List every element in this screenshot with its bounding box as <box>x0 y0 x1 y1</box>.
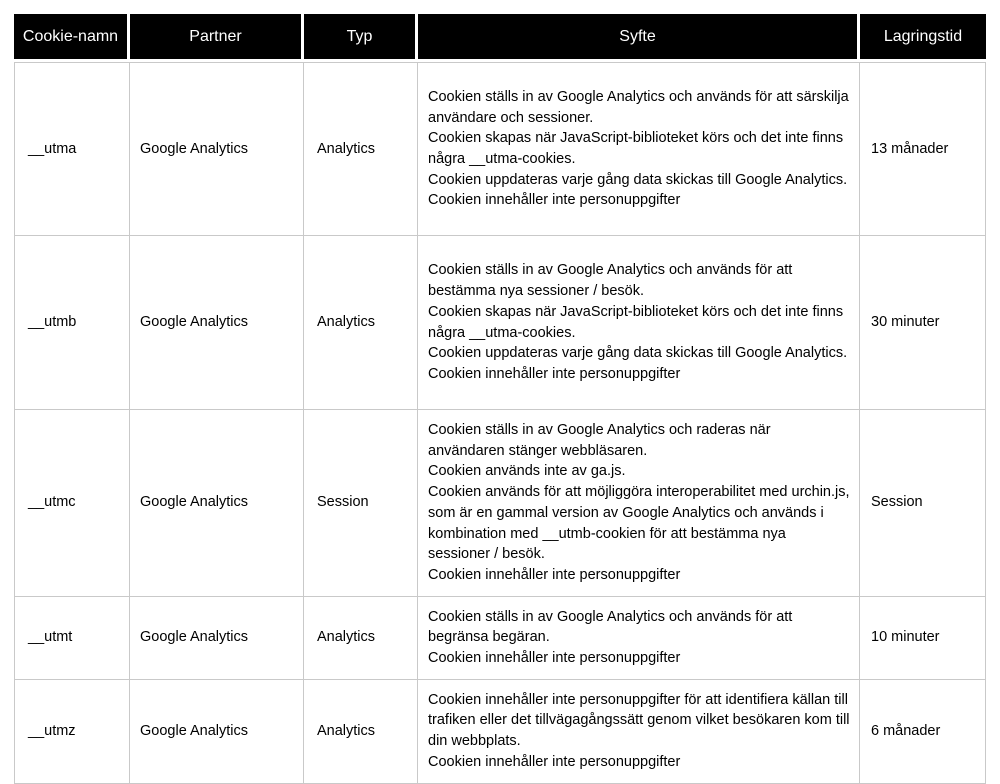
syfte-paragraph: Cookien ställs in av Google Analytics och används för att bestämma nya sessioner / besök. <box>428 262 793 300</box>
syfte-cell <box>418 597 860 680</box>
typ-cell: Analytics <box>304 62 418 236</box>
cookie-name-cell: __utmc <box>14 410 130 597</box>
syfte-paragraph: Cookien ställs in av Google Analytics och används för att begränsa begäran. <box>428 608 793 646</box>
lagringstid-cell: Session <box>860 410 986 597</box>
partner-cell: Google Analytics <box>130 680 304 784</box>
column-header-lagringstid: Lagringstid <box>860 14 986 62</box>
header-row <box>14 14 986 62</box>
typ-cell: Analytics <box>304 680 418 784</box>
syfte-paragraph: Cookien uppdateras varje gång data skickas till Google Analytics. <box>428 171 848 188</box>
table-row <box>14 62 986 236</box>
lagringstid-cell: 13 månader <box>860 62 986 236</box>
column-header-typ: Typ <box>304 14 418 62</box>
lagringstid-cell: 10 minuter <box>860 597 986 680</box>
lagringstid-cell: 30 minuter <box>860 236 986 410</box>
syfte-paragraph: Cookien innehåller inte personuppgifter <box>428 753 681 770</box>
column-header-cookie-namn: Cookie-namn <box>14 14 130 62</box>
syfte-cell <box>418 236 860 410</box>
lagringstid-cell: 6 månader <box>860 680 986 784</box>
syfte-paragraph: Cookien ställs in av Google Analytics och raderas när användaren stänger webbläsaren. <box>428 422 771 459</box>
column-header-syfte: Syfte <box>418 14 860 62</box>
syfte-paragraph: Cookien innehåller inte personuppgifter <box>428 650 681 667</box>
typ-cell: Session <box>304 410 418 597</box>
cookie-name-cell: __utmb <box>14 236 130 410</box>
cookie-name-cell: __utmt <box>14 597 130 680</box>
cookie-name-cell: __utma <box>14 62 130 236</box>
partner-cell: Google Analytics <box>130 410 304 597</box>
syfte-cell <box>418 62 860 236</box>
table-row <box>14 597 986 680</box>
syfte-cell <box>418 680 860 784</box>
cookie-table <box>14 14 986 784</box>
syfte-paragraph: Cookien skapas när JavaScript-biblioteket körs och det inte finns några __utma-cookies. <box>428 303 844 341</box>
table-body <box>14 62 986 784</box>
syfte-paragraph: Cookien ställs in av Google Analytics och används för att särskilja användare och sessioner. <box>428 88 849 126</box>
table-row <box>14 410 986 597</box>
partner-cell: Google Analytics <box>130 236 304 410</box>
syfte-paragraph: Cookien används för att möjliggöra interoperabilitet med urchin.js, som är en gammal version av Google Analytics och används i kombination med __utmb-cookien för att bestämma nya sessioner / besök. <box>428 484 850 563</box>
cookie-name-cell: __utmz <box>14 680 130 784</box>
typ-cell: Analytics <box>304 236 418 410</box>
syfte-cell <box>418 410 860 597</box>
table-row <box>14 236 986 410</box>
syfte-paragraph: Cookien innehåller inte personuppgifter <box>428 365 681 382</box>
syfte-paragraph: Cookien innehåller inte personuppgifter för att identifiera källan till trafiken eller det tillvägagångssätt genom vilket besökaren kom till din webbplats. <box>428 691 850 750</box>
syfte-paragraph: Cookien uppdateras varje gång data skickas till Google Analytics. <box>428 345 848 362</box>
syfte-paragraph: Cookien används inte av ga.js. <box>428 463 626 480</box>
syfte-paragraph: Cookien innehåller inte personuppgifter <box>428 566 681 583</box>
table-row <box>14 680 986 784</box>
syfte-paragraph: Cookien innehåller inte personuppgifter <box>428 192 681 209</box>
syfte-paragraph: Cookien skapas när JavaScript-biblioteket körs och det inte finns några __utma-cookies. <box>428 130 844 167</box>
partner-cell: Google Analytics <box>130 62 304 236</box>
column-header-partner: Partner <box>130 14 304 62</box>
typ-cell: Analytics <box>304 597 418 680</box>
table-header <box>14 14 986 62</box>
partner-cell: Google Analytics <box>130 597 304 680</box>
